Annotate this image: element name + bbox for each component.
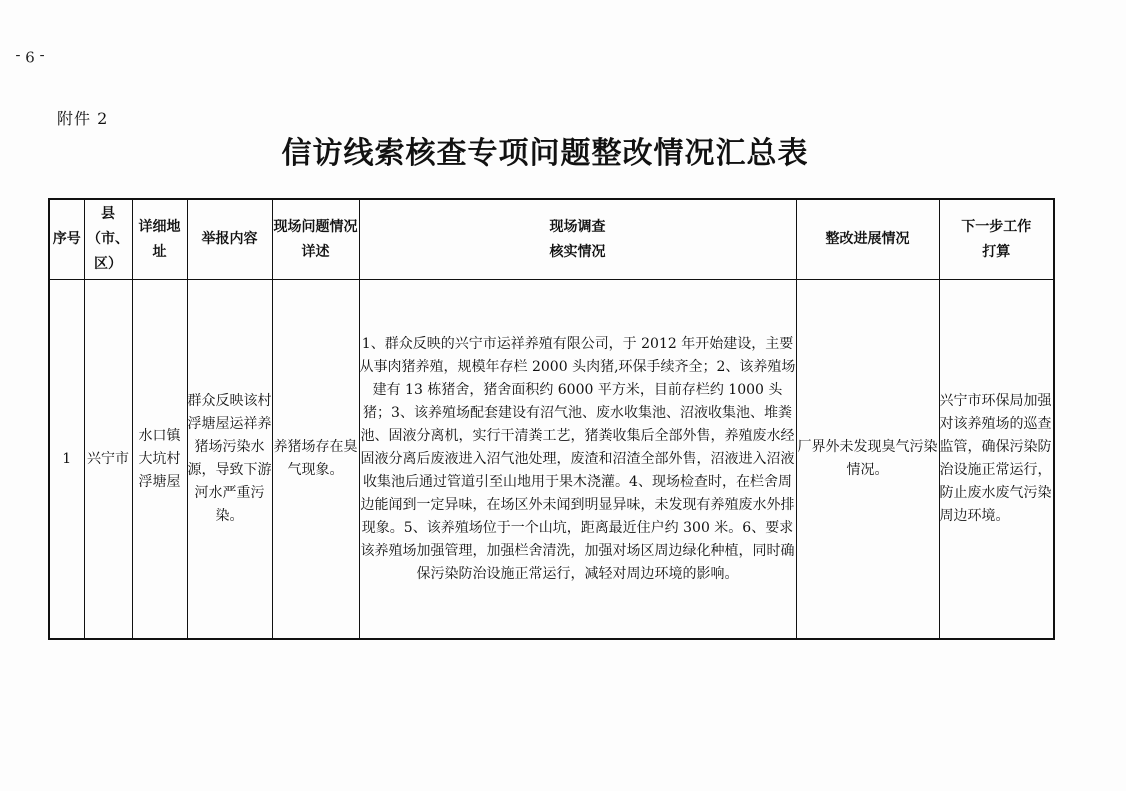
cell-next-step: 兴宁市环保局加强对该养殖场的巡查监管，确保污染防治设施正常运行，防止废水废气污染周边环境。 [939, 280, 1054, 640]
cell-county: 兴宁市 [84, 280, 132, 640]
cell-progress: 厂界外未发现臭气污染情况。 [796, 280, 939, 640]
cell-investigation: 1、群众反映的兴宁市运祥养殖有限公司，于 2012 年开始建设，主要从事肉猪养殖，规模年存栏 2000 头肉猪,环保手续齐全；2、该养殖场建有 13 栋猪舍，猪舍面积约 6000 平方米，目前存栏约 1000 头猪；3、该养殖场配套建设有沼气池、废水收集池、沼液收集池、堆粪池、固液分离机，实行干清粪工艺，猪粪收集后全部外售，养殖废水经固液分离后废液进入沼气池处理，废渣和沼渣全部外售，沼液进入沼液收集池后通过管道引至山地用于果木浇灌。4、现场检查时，在栏舍周边能闻到一定异味，在场区外未闻到明显异味，未发现有养殖废水外排现象。5、该养殖场位于一个山坑，距离最近住户约 300 米。6、要求该养殖场加强管理，加强栏舍清洗，加强对场区周边绿化种植，同时确保污染防治设施正常运行，减轻对周边环境的影响。 [359, 280, 796, 640]
cell-problem: 养猪场存在臭气现象。 [272, 280, 359, 640]
attachment-label: 附件 2 [57, 109, 109, 128]
header-next-step: 下一步工作打算 [939, 199, 1054, 280]
header-report: 举报内容 [187, 199, 272, 280]
header-county: 县（市、区） [84, 199, 132, 280]
header-investigation: 现场调查核实情况 [359, 199, 796, 280]
cell-report: 群众反映该村浮塘屋运祥养猪场污染水源，导致下游河水严重污染。 [187, 280, 272, 640]
cell-index: 1 [49, 280, 84, 640]
header-address: 详细地址 [132, 199, 187, 280]
table-header-row [49, 199, 1054, 280]
header-progress: 整改进展情况 [796, 199, 939, 280]
page-number: - 9 - [15, 47, 45, 66]
header-problem: 现场问题情况详述 [272, 199, 359, 280]
header-index: 序号 [49, 199, 84, 280]
table-row [49, 280, 1054, 640]
cell-address: 水口镇大坑村浮塘屋 [132, 280, 187, 640]
page-title: 信访线索核查专项问题整改情况汇总表 [281, 136, 809, 171]
summary-table [48, 198, 1055, 640]
